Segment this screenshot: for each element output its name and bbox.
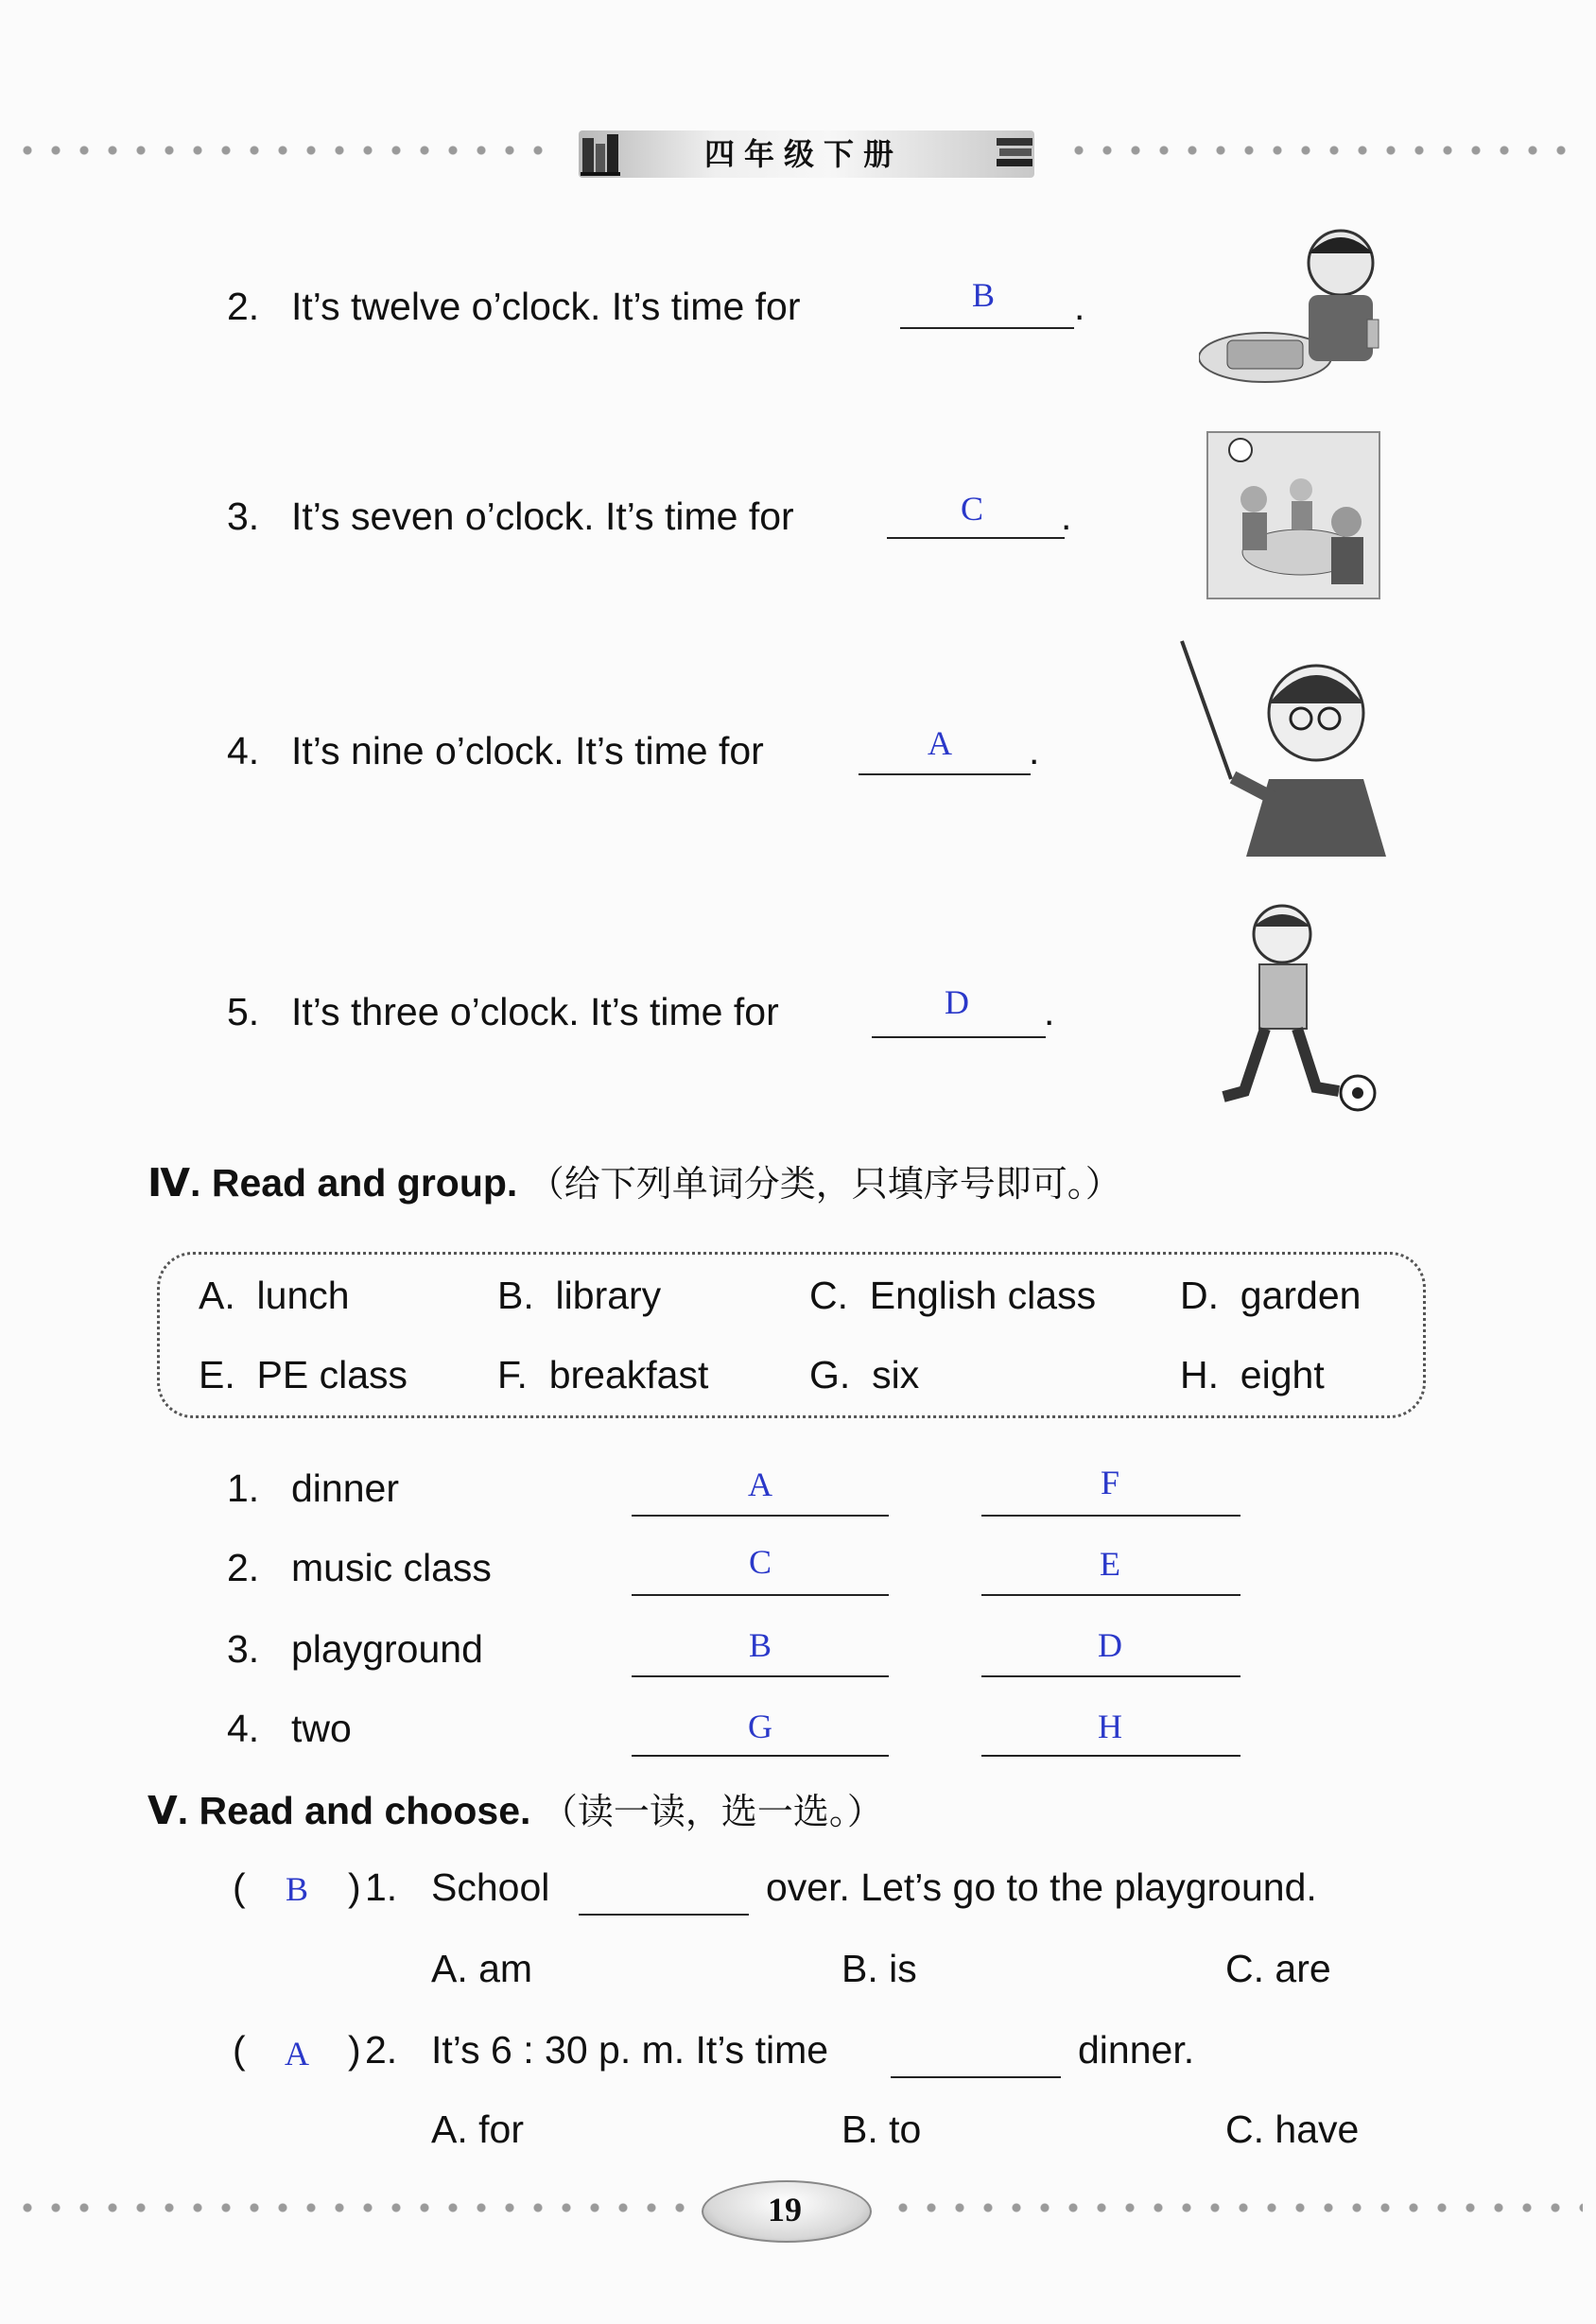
- group-1-blank-2: [981, 1513, 1240, 1517]
- group-4-answer-1: G: [748, 1708, 772, 1745]
- group-2-label: music class: [291, 1546, 492, 1589]
- teacher-with-pointer-picture: [1178, 637, 1396, 860]
- q2-answer: B: [971, 276, 995, 314]
- choice-2-number: 2.: [365, 2028, 398, 2072]
- group-1-answer-1: A: [748, 1466, 772, 1503]
- group-4-answer-2: H: [1098, 1708, 1122, 1745]
- section-iv-title: [147, 1159, 1121, 1207]
- choice-2-before: It’s 6 : 30 p. m. It’s time: [431, 2028, 829, 2072]
- choice-2-option-b: B. to: [841, 2107, 922, 2151]
- group-2-answer-2: E: [1100, 1545, 1120, 1583]
- group-3-number: 3.: [227, 1627, 260, 1671]
- group-3-blank-2: [981, 1674, 1240, 1677]
- q3-answer: C: [960, 490, 983, 528]
- word-d: D. garden: [1180, 1274, 1362, 1317]
- q2-period: .: [1074, 285, 1085, 328]
- choice-1-before: School: [431, 1865, 550, 1909]
- section-iv-heading: Read and group.: [211, 1161, 518, 1205]
- section-v-instruction: （读一读，选一选。）: [541, 1791, 883, 1832]
- header-dots-left: [13, 146, 554, 155]
- family-dinner-picture: [1206, 431, 1380, 599]
- group-4-blank-2: [981, 1753, 1240, 1757]
- word-h: H. eight: [1180, 1353, 1325, 1396]
- group-1-number: 1.: [227, 1466, 260, 1510]
- page-number: 19: [768, 2191, 802, 2229]
- q4-period: .: [1029, 729, 1040, 772]
- footer-dots-right: [889, 2203, 1583, 2212]
- section-v-roman: Ⅴ.: [147, 1789, 189, 1832]
- header-dots-right: [1065, 146, 1583, 155]
- choice-2-after: dinner.: [1078, 2028, 1195, 2072]
- books-icon: [579, 130, 622, 178]
- choice-1-answer: B: [285, 1870, 308, 1908]
- group-1-blank-1: [632, 1513, 889, 1517]
- word-g: G. six: [809, 1353, 920, 1396]
- group-2-blank-1: [632, 1592, 889, 1596]
- group-4-number: 4.: [227, 1707, 260, 1750]
- group-3-answer-1: B: [748, 1626, 772, 1664]
- q4-blank: [859, 772, 1031, 775]
- choice-1-blank: [579, 1912, 749, 1916]
- q4-answer: A: [928, 724, 952, 762]
- q2-text: It’s twelve o’clock. It’s time for: [291, 285, 801, 328]
- q5-blank: [872, 1034, 1046, 1038]
- choice-1-option-a: A. am: [431, 1947, 533, 1990]
- man-eating-lunch-picture: [1199, 216, 1388, 395]
- group-2-answer-1: C: [748, 1543, 772, 1581]
- group-2-blank-2: [981, 1592, 1240, 1596]
- word-e: E. PE class: [199, 1353, 408, 1396]
- word-f: F. breakfast: [497, 1353, 709, 1396]
- section-iv-instruction: （给下列单词分类，只填序号即可。）: [528, 1163, 1121, 1205]
- choice-2-option-a: A. for: [431, 2107, 524, 2151]
- stacked-books-icon: [995, 134, 1034, 174]
- choice-2-blank: [891, 2074, 1061, 2078]
- group-2-number: 2.: [227, 1546, 260, 1589]
- section-iv-roman: Ⅳ.: [147, 1161, 201, 1205]
- choice-1-paren-open: (: [233, 1865, 246, 1909]
- group-1-label: dinner: [291, 1466, 399, 1510]
- choice-1-paren-close: ): [348, 1865, 361, 1909]
- choice-2-option-c: C. have: [1225, 2107, 1360, 2151]
- page-header-title: 四年级下册: [703, 136, 903, 172]
- q2-blank: [900, 325, 1074, 329]
- group-1-answer-2: F: [1100, 1464, 1120, 1501]
- group-4-label: two: [291, 1707, 352, 1750]
- q4-text: It’s nine o’clock. It’s time for: [291, 729, 764, 772]
- q5-text: It’s three o’clock. It’s time for: [291, 990, 779, 1033]
- q3-blank: [887, 535, 1065, 539]
- word-c: C. English class: [809, 1274, 1097, 1317]
- choice-2-answer: A: [285, 2035, 309, 2073]
- choice-1-number: 1.: [365, 1865, 398, 1909]
- q3-number: 3.: [227, 494, 260, 538]
- section-v-title: [147, 1787, 883, 1835]
- group-4-blank-1: [632, 1753, 889, 1757]
- section-v-heading: Read and choose.: [199, 1789, 531, 1832]
- choice-1-option-c: C. are: [1225, 1947, 1331, 1990]
- q3-text: It’s seven o’clock. It’s time for: [291, 494, 794, 538]
- choice-1-option-b: B. is: [841, 1947, 917, 1990]
- word-a: A. lunch: [199, 1274, 350, 1317]
- q4-number: 4.: [227, 729, 260, 772]
- word-b: B. library: [497, 1274, 662, 1317]
- footer-dots-left: [13, 2203, 685, 2212]
- choice-2-paren-close: ): [348, 2028, 361, 2072]
- q5-period: .: [1044, 990, 1055, 1033]
- q5-number: 5.: [227, 990, 260, 1033]
- boy-playing-football-picture: [1206, 902, 1380, 1116]
- group-3-answer-2: D: [1098, 1626, 1122, 1664]
- group-3-blank-1: [632, 1674, 889, 1677]
- q5-answer: D: [945, 983, 969, 1021]
- choice-2-paren-open: (: [233, 2028, 246, 2072]
- q3-period: .: [1061, 494, 1072, 538]
- q2-number: 2.: [227, 285, 260, 328]
- group-3-label: playground: [291, 1627, 483, 1671]
- choice-1-after: over. Let’s go to the playground.: [766, 1865, 1317, 1909]
